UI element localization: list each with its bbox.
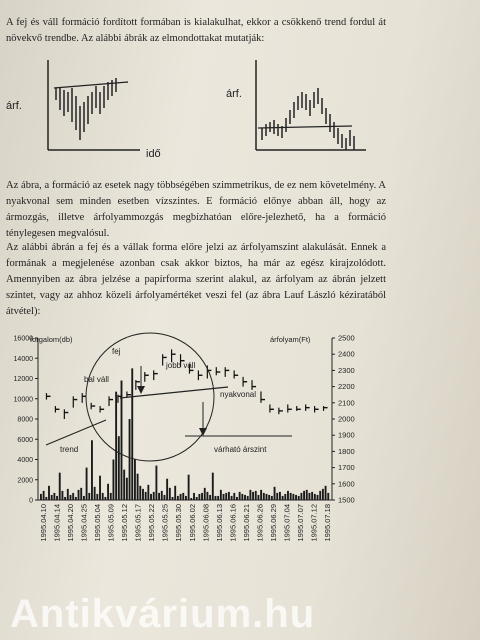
sketch-right-bars: [262, 88, 354, 150]
volume-bar: [284, 494, 286, 500]
volume-bar: [64, 497, 66, 500]
right-tick-label: 1500: [338, 495, 355, 505]
sketch-right-neckline: [258, 126, 352, 128]
volume-bar: [139, 486, 141, 500]
volume-bar: [325, 486, 327, 500]
volume-bar: [177, 496, 179, 500]
annotation-neckline: nyakvonal: [220, 390, 257, 399]
date-label: 1995.04.14: [52, 504, 62, 542]
volume-bar: [204, 488, 206, 500]
volume-bar: [110, 493, 112, 500]
volume-bar: [306, 490, 308, 500]
volume-bar: [255, 491, 257, 500]
paragraph-1: A fej és váll formáció fordított formában is kialakulhat, ekkor a csökkenő trend fordul át növekvő trendbe. Az alábbi ábrák az elmondottakat mutatják:: [6, 17, 386, 44]
volume-bar: [292, 494, 294, 500]
volume-bar: [198, 494, 200, 500]
volume-bar: [220, 490, 222, 500]
sketch-left-neckline: [54, 82, 128, 88]
date-label: 1995.05.25: [160, 504, 170, 542]
paragraph-2: Az ábra, a formáció az esetek nagy többségében szimmetrikus, de ez nem követelmény. A nyakvonal sem minden esetben vízszintes. E formáció előnye abban áll, hogy az ármozgás, illetve árfolyammozgás megbízhatóan előre-jelezhető, ha a formáció ténylegesen megvalósul.: [6, 180, 386, 239]
right-tick-label: 2400: [338, 349, 355, 359]
volume-bar: [279, 492, 281, 500]
volume-bar: [300, 493, 302, 500]
volume-bar: [172, 497, 174, 500]
volume-bar: [309, 493, 311, 500]
volume-bar: [142, 489, 144, 500]
volume-bar: [233, 493, 235, 500]
volume-bar: [126, 478, 128, 500]
volume-bar: [67, 489, 69, 500]
volume-bar: [247, 496, 249, 500]
left-tick-label: 6000: [17, 436, 33, 444]
date-label: 1995.05.04: [93, 504, 103, 542]
sketch-right-ylabel: árf.: [226, 88, 242, 100]
date-label: 1995.06.08: [201, 504, 211, 542]
date-label: 1995.06.16: [228, 504, 238, 542]
left-tick-label: 16000: [13, 335, 33, 343]
volume-bar: [180, 494, 182, 500]
volume-bar: [241, 494, 243, 500]
volume-bar: [169, 488, 171, 500]
volume-bar: [40, 494, 42, 500]
watermark: Antikvárium.hu: [10, 592, 316, 636]
volume-bar: [201, 493, 203, 500]
volume-bar: [72, 493, 74, 500]
date-label: 1995.06.21: [241, 504, 251, 542]
volume-bar: [59, 473, 61, 500]
volume-bar: [118, 436, 120, 500]
right-tick-label: 2100: [338, 398, 355, 408]
volume-bar: [45, 497, 47, 500]
volume-bar: [83, 496, 85, 500]
volume-bar: [258, 495, 260, 500]
volume-bar: [155, 466, 157, 500]
volume-bar: [282, 496, 284, 500]
date-label: 1995.06.02: [187, 504, 197, 542]
volume-bar: [185, 496, 187, 500]
volume-bar: [51, 495, 53, 500]
left-tick-label: 2000: [17, 477, 33, 485]
volume-bar: [164, 495, 166, 500]
annotation-left-shoulder: bal váll: [84, 375, 109, 384]
volume-bar: [206, 492, 208, 500]
volume-bar: [271, 496, 273, 500]
volume-bar: [212, 473, 214, 500]
volume-bar: [102, 493, 104, 500]
volume-bar: [113, 460, 115, 501]
head-shoulders-chart: [0, 330, 480, 600]
volume-bar: [104, 497, 106, 500]
date-label: 1995.04.10: [39, 504, 48, 542]
volume-bar: [298, 496, 300, 500]
volume-bar: [217, 496, 219, 500]
volume-bar: [260, 490, 262, 500]
date-label: 1995.04.25: [79, 504, 89, 542]
volume-bar: [150, 494, 152, 500]
volume-bar: [223, 494, 225, 500]
right-axis-title: árfolyam(Ft): [270, 335, 311, 344]
volume-bar: [158, 493, 160, 500]
annotation-right-shoulder: jobb váll: [166, 361, 196, 370]
volume-bar: [268, 495, 270, 500]
volume-bar: [70, 495, 72, 500]
date-label: 1995.05.17: [133, 504, 143, 542]
sketch-hs: [226, 60, 366, 150]
volume-bar: [287, 491, 289, 500]
volume-bar: [239, 492, 241, 500]
volume-bar: [319, 491, 321, 500]
volume-bar: [123, 470, 125, 500]
annotation-head: fej: [112, 347, 121, 356]
volume-bar: [137, 474, 139, 500]
annotation-expected: várható árszint: [214, 445, 267, 454]
volume-bar: [56, 496, 58, 500]
date-label: 1995.06.29: [268, 504, 278, 542]
volume-bar: [96, 494, 98, 500]
volume-bar: [263, 493, 265, 500]
volume-bar: [75, 497, 77, 500]
sketch-left-xlabel: idő: [146, 148, 161, 160]
date-label: 1995.05.09: [106, 504, 116, 542]
volume-bar: [317, 495, 319, 500]
date-label: 1995.05.12: [120, 504, 130, 542]
volume-bar: [61, 491, 63, 500]
volume-bar: [78, 490, 80, 500]
right-tick-label: 1700: [338, 463, 355, 473]
volume-bar: [115, 392, 117, 500]
volume-bar: [231, 496, 233, 500]
left-axis-title: forgalom(db): [30, 335, 73, 344]
left-tick-label: 10000: [13, 396, 33, 404]
date-label: 1995.07.12: [309, 504, 319, 542]
volume-bar: [322, 489, 324, 500]
volume-bar: [99, 476, 101, 500]
volume-bar: [107, 484, 109, 500]
right-tick-label: 1600: [338, 479, 355, 489]
date-label: 1995.06.26: [255, 504, 265, 542]
right-tick-label: 2000: [338, 414, 355, 424]
head-circle: [86, 333, 214, 461]
volume-bar: [311, 492, 313, 500]
volume-bar: [94, 487, 96, 500]
volume-bar: [131, 368, 133, 500]
target-arrowhead: [199, 428, 207, 436]
volume-bar: [303, 491, 305, 500]
volume-bar: [295, 495, 297, 500]
volume-bar: [145, 492, 147, 500]
volume-bar: [252, 492, 254, 500]
date-label: 1995.07.04: [282, 504, 292, 542]
left-tick-label: 8000: [17, 416, 33, 424]
volume-bar: [290, 493, 292, 500]
volume-bar: [161, 491, 163, 500]
volume-bar: [249, 490, 251, 500]
volume-bar: [209, 495, 211, 500]
volume-bar: [86, 468, 88, 500]
left-tick-label: 14000: [13, 355, 33, 363]
volume-bar: [225, 493, 227, 500]
volume-bar: [48, 486, 50, 500]
left-tick-label: 12000: [13, 376, 33, 383]
volume-bar: [134, 460, 136, 501]
right-tick-label: 1800: [338, 446, 355, 456]
sketch-left-ylabel: árf.: [6, 100, 22, 112]
volume-bar: [244, 495, 246, 500]
volume-bar: [91, 440, 93, 500]
volume-bar: [276, 493, 278, 500]
volume-bar: [174, 486, 176, 500]
volume-bar: [190, 498, 192, 500]
volume-bar: [80, 488, 82, 500]
volume-bar: [153, 492, 155, 500]
volume-bar: [266, 494, 268, 500]
sketch-inverse-hs: [6, 60, 161, 160]
right-tick-label: 1900: [338, 430, 355, 440]
volume-bar: [88, 493, 90, 500]
date-label: 1995.06.13: [214, 504, 224, 542]
right-tick-label: 2500: [338, 333, 355, 343]
volume-bar: [236, 497, 238, 500]
right-tick-label: 2300: [338, 365, 355, 375]
volume-bar: [193, 493, 195, 500]
annotation-trend: trend: [60, 445, 79, 454]
volume-bar: [274, 487, 276, 500]
date-label: 1995.07.18: [323, 504, 332, 542]
volume-bar: [182, 493, 184, 500]
volume-bar: [196, 497, 198, 500]
volume-bar: [188, 475, 190, 500]
volume-bar: [147, 485, 149, 500]
volume-bar: [43, 491, 45, 500]
volume-bar: [327, 493, 329, 500]
volume-bar: [129, 419, 131, 500]
date-label: 1995.05.22: [147, 504, 157, 542]
volume-bar: [228, 492, 230, 500]
paragraph-3: Az alábbi ábrán a fej és a vállak forma előre jelzi az árfolyamszint alakulását. Ennek a formának a megjelenése azonban csak akkor biztos, ha már az egész kirajzolódott. Amennyiben az ábra jelzése a papírforma szerint alakul, az árfolyam az ábrán jelzett szintet, vagy az ahhoz közeli árfolyamértéket veszi fel (az ábra Lauf László kéziratából átvétel):: [6, 242, 386, 317]
right-tick-label: 2200: [338, 382, 355, 392]
sketch-diagrams: [0, 52, 480, 182]
volume-bar: [53, 493, 55, 500]
date-label: 1995.04.20: [66, 504, 76, 542]
left-tick-label: 0: [29, 497, 33, 505]
volume-bar: [314, 494, 316, 500]
date-label: 1995.05.30: [174, 504, 184, 542]
date-label: 1995.07.07: [295, 504, 305, 542]
volume-bar: [215, 496, 217, 500]
head-arrowhead: [137, 386, 145, 394]
volume-bar: [166, 479, 168, 500]
left-tick-label: 4000: [17, 457, 33, 464]
